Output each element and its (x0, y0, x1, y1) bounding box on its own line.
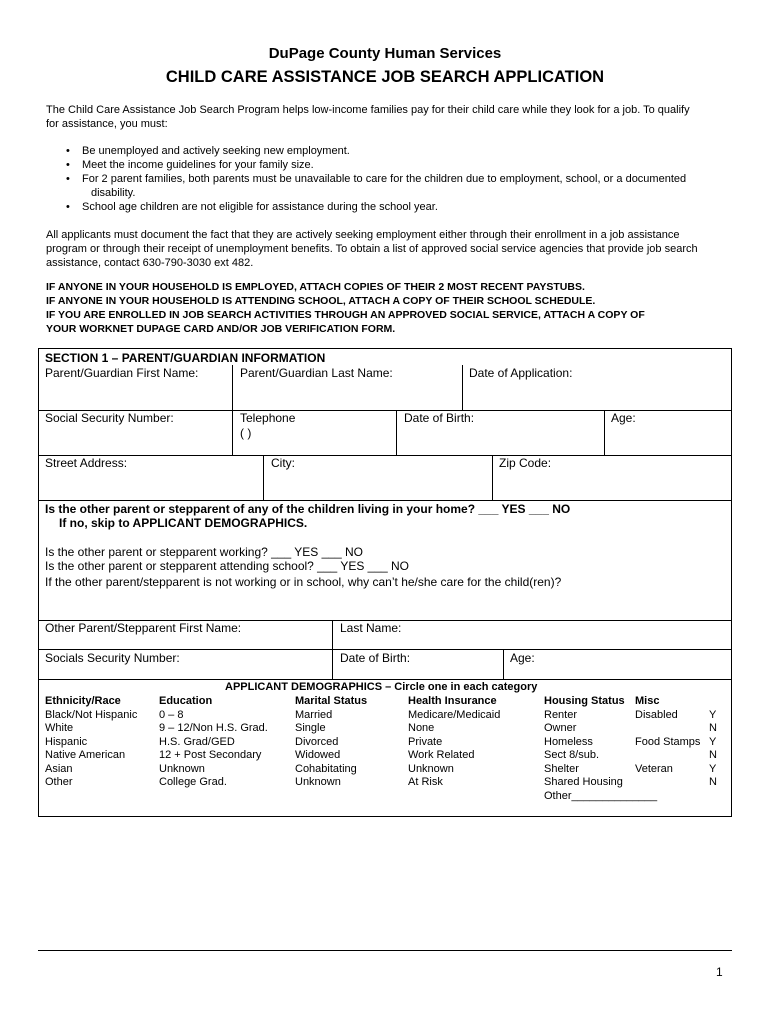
misc-option: Disabled (635, 708, 678, 721)
insurance-option[interactable]: Private (408, 735, 443, 748)
housing-option[interactable]: Sect 8/sub. (544, 749, 600, 761)
marital-option[interactable]: Cohabitating (295, 762, 357, 775)
insurance-option[interactable]: Medicare/Medicaid (408, 708, 501, 721)
section1-heading: SECTION 1 – PARENT/GUARDIAN INFORMATION (45, 351, 326, 365)
intro-line-2: for assistance, you must: (46, 118, 168, 130)
other-last-name-label: Last Name: (340, 621, 402, 635)
education-header: Education (159, 695, 213, 707)
housing-option[interactable]: Owner (544, 722, 577, 734)
working-question: Is the other parent or stepparent working? ___ YES ___ NO (45, 545, 363, 559)
education-option[interactable]: 0 – 8 (159, 708, 184, 721)
demographics-heading: APPLICANT DEMOGRAPHICS – Circle one in each category (225, 681, 538, 693)
no-option[interactable]: N (709, 776, 717, 788)
telephone-parens: ( ) (240, 426, 252, 440)
ethnicity-option[interactable]: White (45, 722, 74, 734)
insurance-column (408, 695, 500, 790)
eligibility-list (66, 144, 716, 214)
insurance-option[interactable]: Work Related (408, 749, 475, 761)
why-question: If the other parent/stepparent is not working or in school, why can’t he/she care for the child(ren)? (45, 575, 562, 589)
other-ssn-label: Socials Security Number: (45, 651, 180, 665)
warning-job-search: IF YOU ARE ENROLLED IN JOB SEARCH ACTIVITIES THROUGH AN APPROVED SOCIAL SERVICE, ATTACH A COPY OF (46, 309, 645, 321)
misc-header: Misc (635, 695, 660, 707)
housing-option[interactable]: Shelter (544, 762, 579, 775)
yes-option[interactable]: Y (709, 735, 717, 748)
ethnicity-option[interactable]: Native American (45, 749, 126, 761)
housing-option[interactable]: Homeless (544, 735, 593, 748)
telephone-label: Telephone (240, 411, 296, 425)
first-name-label: Parent/Guardian First Name: (45, 366, 199, 380)
warning-school: IF ANYONE IN YOUR HOUSEHOLD IS ATTENDING SCHOOL, ATTACH A COPY OF THEIR SCHOOL SCHEDULE. (46, 295, 596, 307)
marital-option[interactable]: Single (295, 722, 326, 734)
insurance-option[interactable]: Unknown (408, 762, 454, 775)
housing-header: Housing Status (544, 695, 625, 707)
eligibility-item: • School age children are not eligible for assistance during the school year. (66, 200, 716, 214)
eligibility-item: • Meet the income guidelines for your family size. (66, 158, 716, 172)
date-of-application-label: Date of Application: (469, 366, 573, 380)
street-label: Street Address: (45, 456, 128, 470)
no-option[interactable]: N (709, 722, 717, 734)
marital-option[interactable]: Unknown (295, 776, 341, 788)
document-line-2: program or through their receipt of unemployment benefits. To obtain a list of approved social service agencies that provide job search (46, 243, 698, 255)
eligibility-item: • Be unemployed and actively seeking new employment. (66, 144, 716, 158)
ethnicity-option[interactable]: Other (45, 776, 73, 788)
misc-option (635, 749, 700, 763)
education-option[interactable]: 9 – 12/Non H.S. Grad. (159, 722, 268, 734)
yes-option[interactable]: Y (709, 708, 717, 721)
housing-option-other[interactable]: Other______________ (544, 789, 658, 802)
ethnicity-column (45, 695, 137, 790)
ethnicity-option[interactable]: Hispanic (45, 735, 88, 748)
age-label: Age: (611, 411, 636, 425)
housing-option[interactable]: Shared Housing (544, 776, 623, 788)
misc-option (635, 776, 700, 790)
ssn-label: Social Security Number: (45, 411, 174, 425)
marital-option[interactable]: Divorced (295, 735, 339, 748)
education-option[interactable]: Unknown (159, 762, 205, 775)
misc-option: Food Stamps (635, 735, 701, 748)
other-dob-label: Date of Birth: (340, 651, 411, 665)
ethnicity-option[interactable]: Black/Not Hispanic (45, 708, 138, 721)
dob-label: Date of Birth: (404, 411, 475, 425)
no-option[interactable]: N (709, 749, 717, 761)
footer-divider (38, 950, 732, 951)
warning-worknet: YOUR WORKNET DUPAGE CARD AND/OR JOB VERIFICATION FORM. (46, 323, 396, 335)
page-number: 1 (716, 965, 723, 979)
education-column (159, 695, 268, 790)
city-label: City: (271, 456, 295, 470)
education-option[interactable]: H.S. Grad/GED (159, 735, 235, 748)
skip-note: If no, skip to APPLICANT DEMOGRAPHICS. (59, 516, 308, 530)
other-age-label: Age: (510, 651, 535, 665)
warning-paystubs: IF ANYONE IN YOUR HOUSEHOLD IS EMPLOYED, ATTACH COPIES OF THEIR 2 MOST RECENT PAYSTUBS. (46, 281, 585, 293)
misc-column (635, 695, 700, 790)
education-option[interactable]: College Grad. (159, 776, 227, 788)
school-question: Is the other parent or stepparent attending school? ___ YES ___ NO (45, 559, 410, 573)
other-parent-question: Is the other parent or stepparent of any of the children living in your home? ___ YES ___ NO (45, 502, 571, 516)
marital-option[interactable]: Widowed (295, 749, 341, 761)
ethnicity-header: Ethnicity/Race (45, 695, 121, 707)
misc-option: Veteran (635, 762, 673, 775)
insurance-header: Health Insurance (408, 695, 497, 707)
last-name-label: Parent/Guardian Last Name: (240, 366, 393, 380)
insurance-option[interactable]: None (408, 722, 435, 734)
education-option[interactable]: 12 + Post Secondary (159, 749, 262, 761)
document-line-1: All applicants must document the fact that they are actively seeking employment either through their enrollment in a job assistance (46, 229, 680, 241)
marital-option[interactable]: Married (295, 708, 333, 721)
yes-option[interactable]: Y (709, 762, 717, 775)
document-line-3: assistance, contact 630-790-3030 ext 482. (46, 257, 254, 269)
other-first-name-label: Other Parent/Stepparent First Name: (45, 621, 242, 635)
intro-line-1: The Child Care Assistance Job Search Program helps low-income families pay for their child care while they look for a job. To qualify (46, 104, 690, 116)
section1-form (38, 348, 732, 817)
zip-label: Zip Code: (499, 456, 552, 470)
eligibility-item-cont: disability. (91, 187, 136, 199)
agency-name: DuPage County Human Services (268, 45, 502, 62)
misc-option (635, 722, 700, 736)
eligibility-item: • For 2 parent families, both parents must be unavailable to care for the children due to employment, school, or a documented (66, 172, 716, 186)
yes-no-column (709, 695, 717, 790)
marital-column (295, 695, 367, 790)
insurance-option[interactable]: At Risk (408, 776, 443, 788)
ethnicity-option[interactable]: Asian (45, 762, 73, 775)
marital-header: Marital Status (295, 695, 368, 707)
form-title: CHILD CARE ASSISTANCE JOB SEARCH APPLICATION (165, 68, 605, 86)
housing-option[interactable]: Renter (544, 708, 578, 721)
